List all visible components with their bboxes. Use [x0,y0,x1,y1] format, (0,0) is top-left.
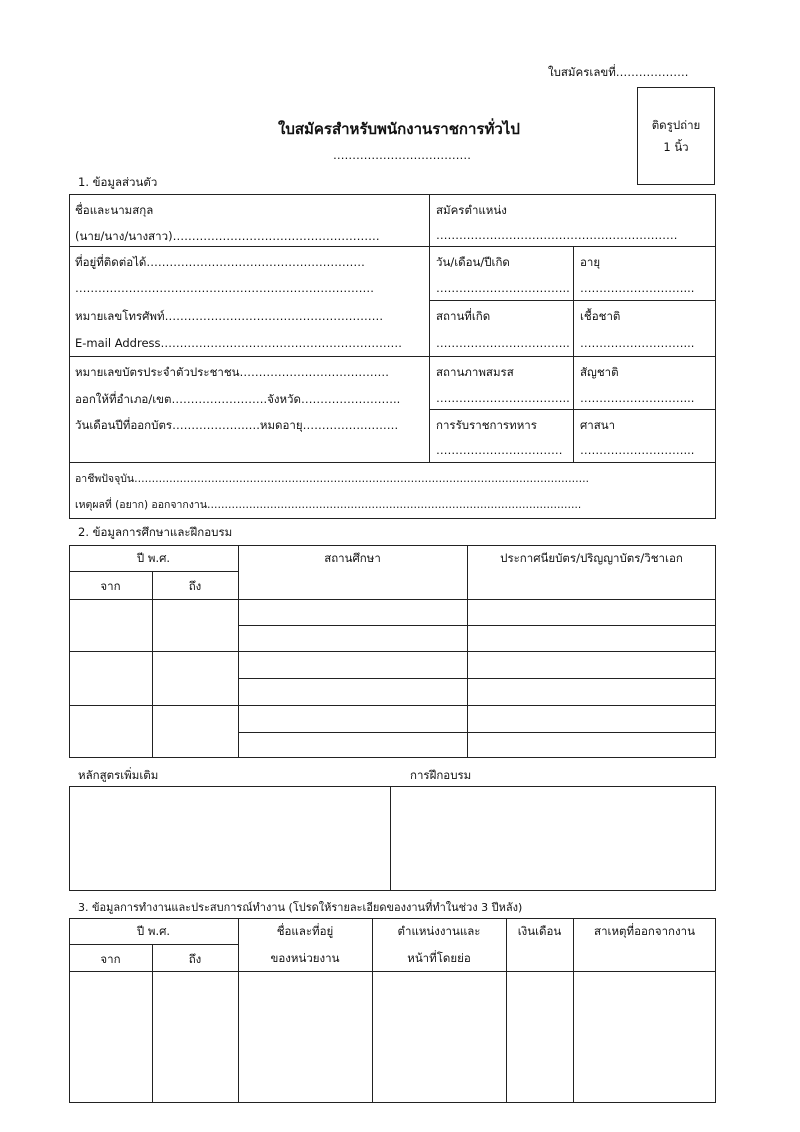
marital-label: สถานภาพสมรส [436,365,514,379]
nationality-field[interactable]: ………………………... [580,391,695,405]
race-label: เชื้อชาติ [580,309,621,323]
age-label: อายุ [580,255,601,269]
age-field[interactable]: ………………………... [580,281,695,295]
position-label: สมัครตำแหน่ง [436,203,507,217]
religion-label: ศาสนา [580,418,616,432]
position-field[interactable]: ……………………………………………………… [436,228,678,242]
training-label: การฝึกอบรม [410,768,472,782]
form-title: ใบสมัครสำหรับพนักงานราชการทั่วไป [278,120,520,138]
military-field[interactable]: …………………………… [436,443,563,457]
name-field[interactable]: (นาย/นาง/นางสาว)……………………………………………… [75,229,380,243]
email-field[interactable]: E-mail Address……………………………………………………… [75,336,403,350]
birthplace-label: สถานที่เกิด [436,309,491,323]
idcard-field[interactable]: หมายเลขบัตรประจำตัวประชาชน………………………………… [75,365,389,379]
section2-heading: 2. ข้อมูลการศึกษาและฝึกอบรม [78,525,233,539]
religion-field[interactable]: ………………………... [580,443,695,457]
edu-institution-header: สถานศึกษา [324,551,381,565]
issued-at-field[interactable]: ออกให้ที่อำเภอ/เขต…………………….จังหวัด…………………….. [75,392,401,406]
section3-heading: 3. ข้อมูลการทำงานและประสบการณ์ทำงาน (โปรดให้รายละเอียดของงานที่ทำในช่วง 3 ปีหลัง) [78,901,523,914]
edu-certificate-header: ประกาศนียบัตร/ปริญญาบัตร/วิชาเอก [500,551,683,565]
work-from-header: จาก [100,952,121,966]
military-label: การรับราชการทหาร [436,418,537,432]
work-year-header: ปี พ.ศ. [136,924,171,938]
address-field-line2[interactable]: …………………………………………………………………… [75,281,374,295]
edu-year-header: ปี พ.ศ. [136,551,171,565]
marital-field[interactable]: …………………………….. [436,391,570,405]
extra-courses-label: หลักสูตรเพิ่มเติม [78,768,159,782]
issue-date-field[interactable]: วันเดือนปีที่ออกบัตร……………….….หมดอายุ…………….……… [75,418,399,432]
work-to-header: ถึง [188,952,202,966]
role-header-line1: ตำแหน่งงานและ [397,924,481,938]
employer-header-line1: ชื่อและที่อยู่ [276,924,334,938]
edu-to-header: ถึง [188,579,202,593]
work-experience-table [69,918,716,1103]
courses-training-box[interactable] [69,786,716,891]
employer-header-line2: ของหน่วยงาน [270,951,340,965]
photo-label: ติดรูปถ่าย [651,118,701,132]
address-field[interactable]: ที่อยู่ที่ติดต่อได้………………………………………………… [75,255,365,269]
title-blank-line[interactable]: ……………………………… [333,148,471,162]
occupation-field[interactable]: อาชีพปัจจุบัน…………………………………………………………………………………………………………………. [75,473,589,485]
nationality-label: สัญชาติ [580,365,619,379]
dob-field[interactable]: …………………………….. [436,281,570,295]
phone-field[interactable]: หมายเลขโทรศัพท์………………………………………………… [75,309,384,323]
photo-box[interactable] [637,87,715,185]
race-field[interactable]: ………………………... [580,336,695,350]
name-label: ชื่อและนามสกุล [75,203,154,217]
dob-label: วัน/เดือน/ปีเกิด [436,255,510,269]
birthplace-field[interactable]: …………………………….. [436,336,570,350]
role-header-line2: หน้าที่โดยย่อ [407,951,471,965]
edu-from-header: จาก [100,579,121,593]
application-number[interactable]: ใบสมัครเลขที่………………. [548,65,689,79]
salary-header: เงินเดือน [517,924,562,938]
section1-heading: 1. ข้อมูลส่วนตัว [78,175,158,189]
reason-field[interactable]: เหตุผลที่ (อยาก) ออกจากงาน…………………………………………………………………………………………….. [75,499,582,511]
leave-reason-header: สาเหตุที่ออกจากงาน [594,924,695,938]
photo-size-label: 1 นิ้ว [663,140,689,154]
